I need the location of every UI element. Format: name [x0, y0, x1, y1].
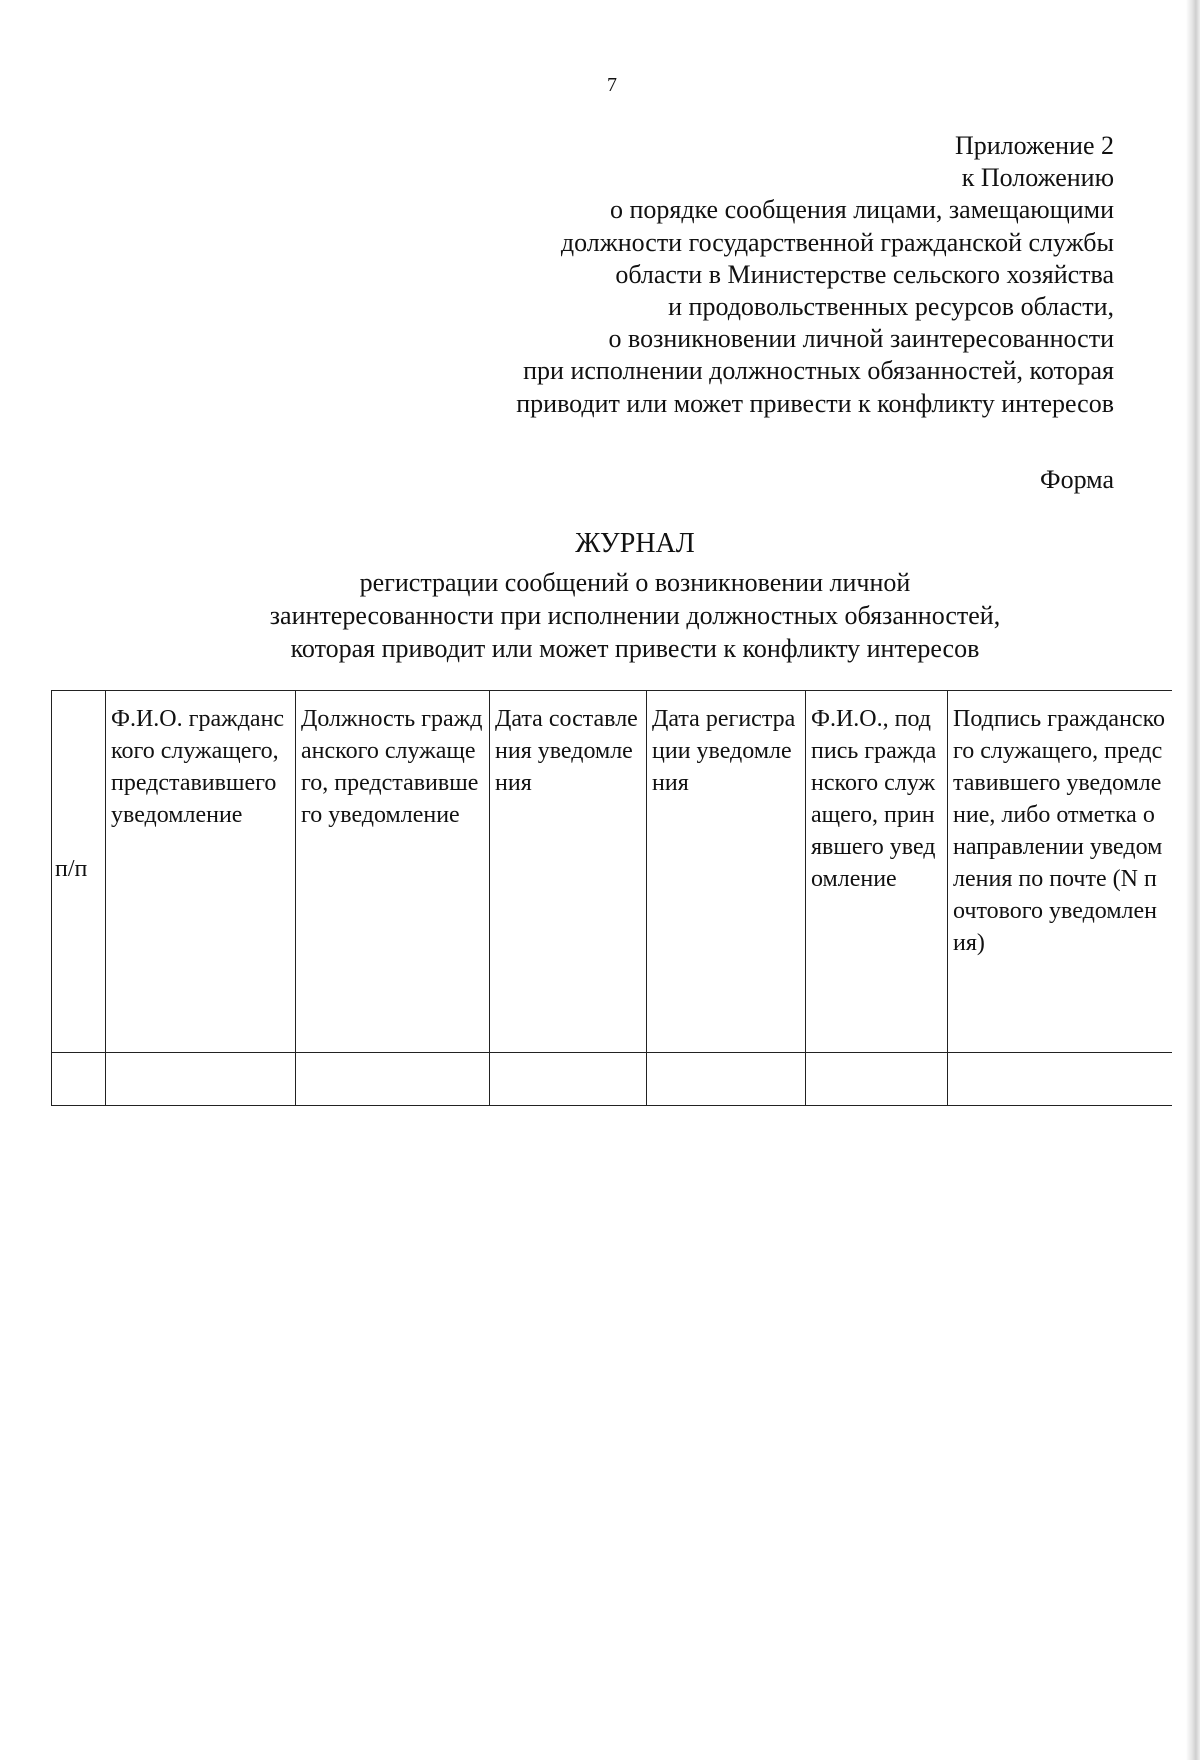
appendix-line: и продовольственных ресурсов области,	[668, 292, 1114, 322]
appendix-line: области в Министерстве сельского хозяйства	[615, 259, 1114, 289]
appendix-block	[354, 130, 1114, 420]
table-cell	[806, 1053, 948, 1106]
header-row-number: п/п	[52, 691, 106, 1053]
page-edge-shadow	[1186, 0, 1200, 1760]
appendix-line: о порядке сообщения лицами, замещающими	[609, 195, 1114, 225]
appendix-line: должности государственной гражданской службы	[560, 227, 1114, 257]
table-cell	[647, 1053, 806, 1106]
table-cell	[490, 1053, 647, 1106]
appendix-line: приводит или может привести к конфликту интересов	[516, 388, 1114, 418]
header-registration-date: Дата регистрации уведомления	[647, 691, 806, 1053]
table-row	[52, 1053, 1172, 1106]
journal-subtitle-line: которая приводит или может привести к конфликту интересов	[290, 634, 980, 663]
page-number: 7	[607, 74, 617, 96]
header-employee-position: Должность гражданского служащего, представившего уведомление	[296, 691, 490, 1053]
table-header-row	[52, 691, 1172, 1053]
appendix-line: о возникновении личной заинтересованности	[608, 324, 1114, 354]
table-cell	[52, 1053, 106, 1106]
header-notice-date: Дата составления уведомления	[490, 691, 647, 1053]
registration-journal-table	[51, 690, 1172, 1106]
table-cell	[296, 1053, 490, 1106]
header-submitter-signature: Подпись гражданского служащего, представившего уведомление, либо отметка о направлении уведомления по почте (N почтового уведомления)	[948, 691, 1172, 1053]
journal-title: ЖУРНАЛ	[575, 528, 695, 559]
table-cell	[948, 1053, 1172, 1106]
header-employee-name: Ф.И.О. гражданского служащего, представившего уведомление	[106, 691, 296, 1053]
header-receiver-name-signature: Ф.И.О., подпись гражданского служащего, принявшего уведомление	[806, 691, 948, 1053]
appendix-line: к Положению	[961, 163, 1114, 193]
appendix-line: при исполнении должностных обязанностей, которая	[523, 356, 1114, 386]
journal-subtitle-line: регистрации сообщений о возникновении личной	[359, 568, 911, 597]
form-label: Форма	[1040, 465, 1114, 494]
journal-subtitle	[0, 566, 1200, 665]
appendix-line: Приложение 2	[954, 131, 1114, 160]
table-cell	[106, 1053, 296, 1106]
journal-subtitle-line: заинтересованности при исполнении должностных обязанностей,	[269, 601, 1001, 630]
